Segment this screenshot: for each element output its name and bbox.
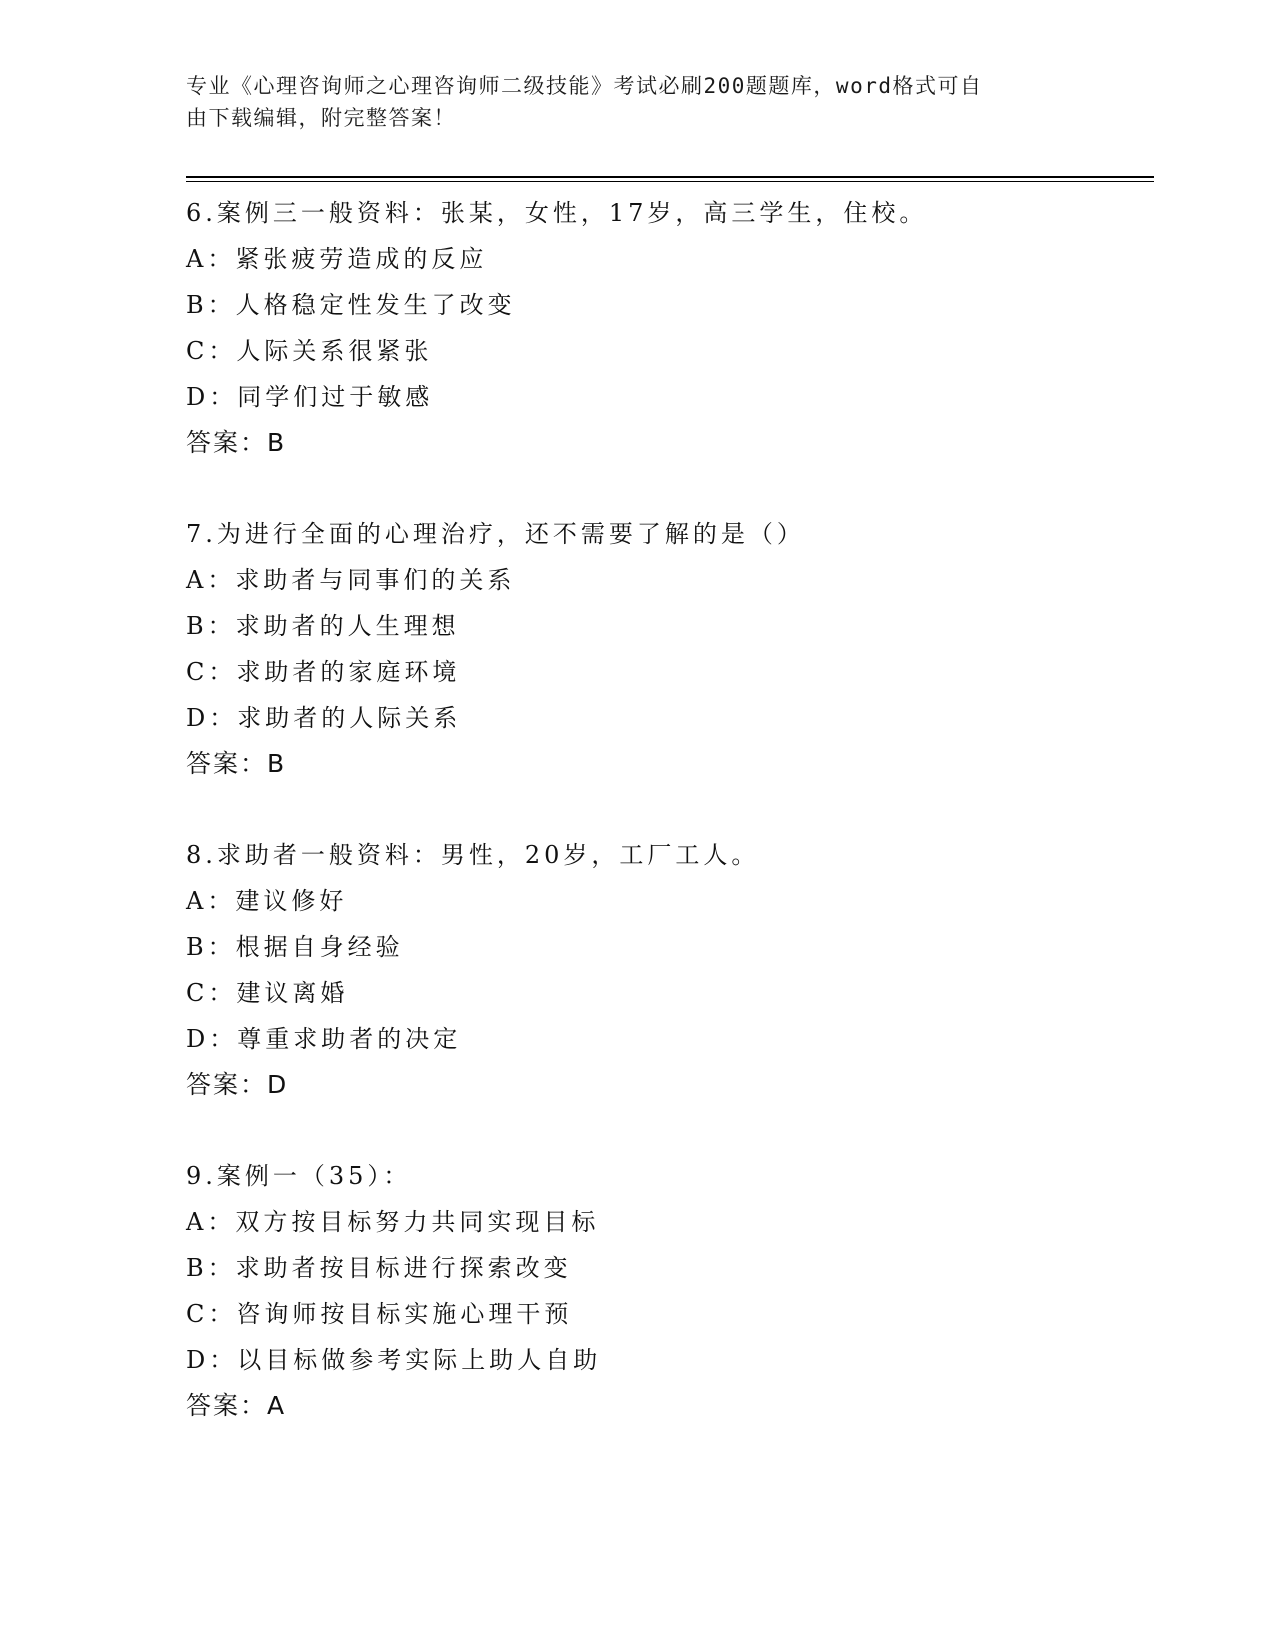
option-a: A：双方按目标努力共同实现目标: [186, 1208, 600, 1236]
header-divider-thick: [186, 176, 1154, 178]
question-stem: 9.案例一（35）：: [186, 1162, 412, 1190]
question-8: [186, 832, 1146, 1108]
option-b: B：求助者的人生理想: [186, 612, 460, 640]
question-9: [186, 1153, 1146, 1429]
option-c: C：人际关系很紧张: [186, 337, 433, 365]
header-line-2: 由下载编辑，附完整答案！: [186, 106, 456, 130]
option-b: B：人格稳定性发生了改变: [186, 291, 516, 319]
question-6: [186, 190, 1146, 466]
option-d: D：以目标做参考实际上助人自助: [186, 1346, 602, 1374]
question-7: [186, 511, 1146, 787]
document-header: [186, 70, 1066, 134]
answer-line: 答案：A: [186, 1391, 287, 1420]
question-stem: 7.为进行全面的心理治疗，还不需要了解的是（）: [186, 520, 805, 548]
question-list: [186, 190, 1146, 1474]
option-a: A：建议修好: [186, 887, 348, 915]
question-stem: 8.求助者一般资料：男性，20岁，工厂工人。: [186, 841, 760, 869]
option-b: B：求助者按目标进行探索改变: [186, 1254, 572, 1282]
option-a: A：紧张疲劳造成的反应: [186, 245, 488, 273]
header-divider-thin: [186, 181, 1154, 182]
option-a: A：求助者与同事们的关系: [186, 566, 516, 594]
question-stem: 6.案例三一般资料：张某，女性，17岁，高三学生，住校。: [186, 199, 928, 227]
option-b: B：根据自身经验: [186, 933, 404, 961]
option-d: D：求助者的人际关系: [186, 704, 462, 732]
answer-line: 答案：D: [186, 1070, 289, 1099]
answer-line: 答案：B: [186, 428, 287, 457]
answer-line: 答案：B: [186, 749, 287, 778]
option-c: C：建议离婚: [186, 979, 349, 1007]
option-d: D：尊重求助者的决定: [186, 1025, 462, 1053]
option-d: D：同学们过于敏感: [186, 383, 434, 411]
option-c: C：咨询师按目标实施心理干预: [186, 1300, 573, 1328]
header-line-1: 专业《心理咨询师之心理咨询师二级技能》考试必刷200题题库，word格式可自: [186, 74, 983, 98]
option-c: C：求助者的家庭环境: [186, 658, 461, 686]
